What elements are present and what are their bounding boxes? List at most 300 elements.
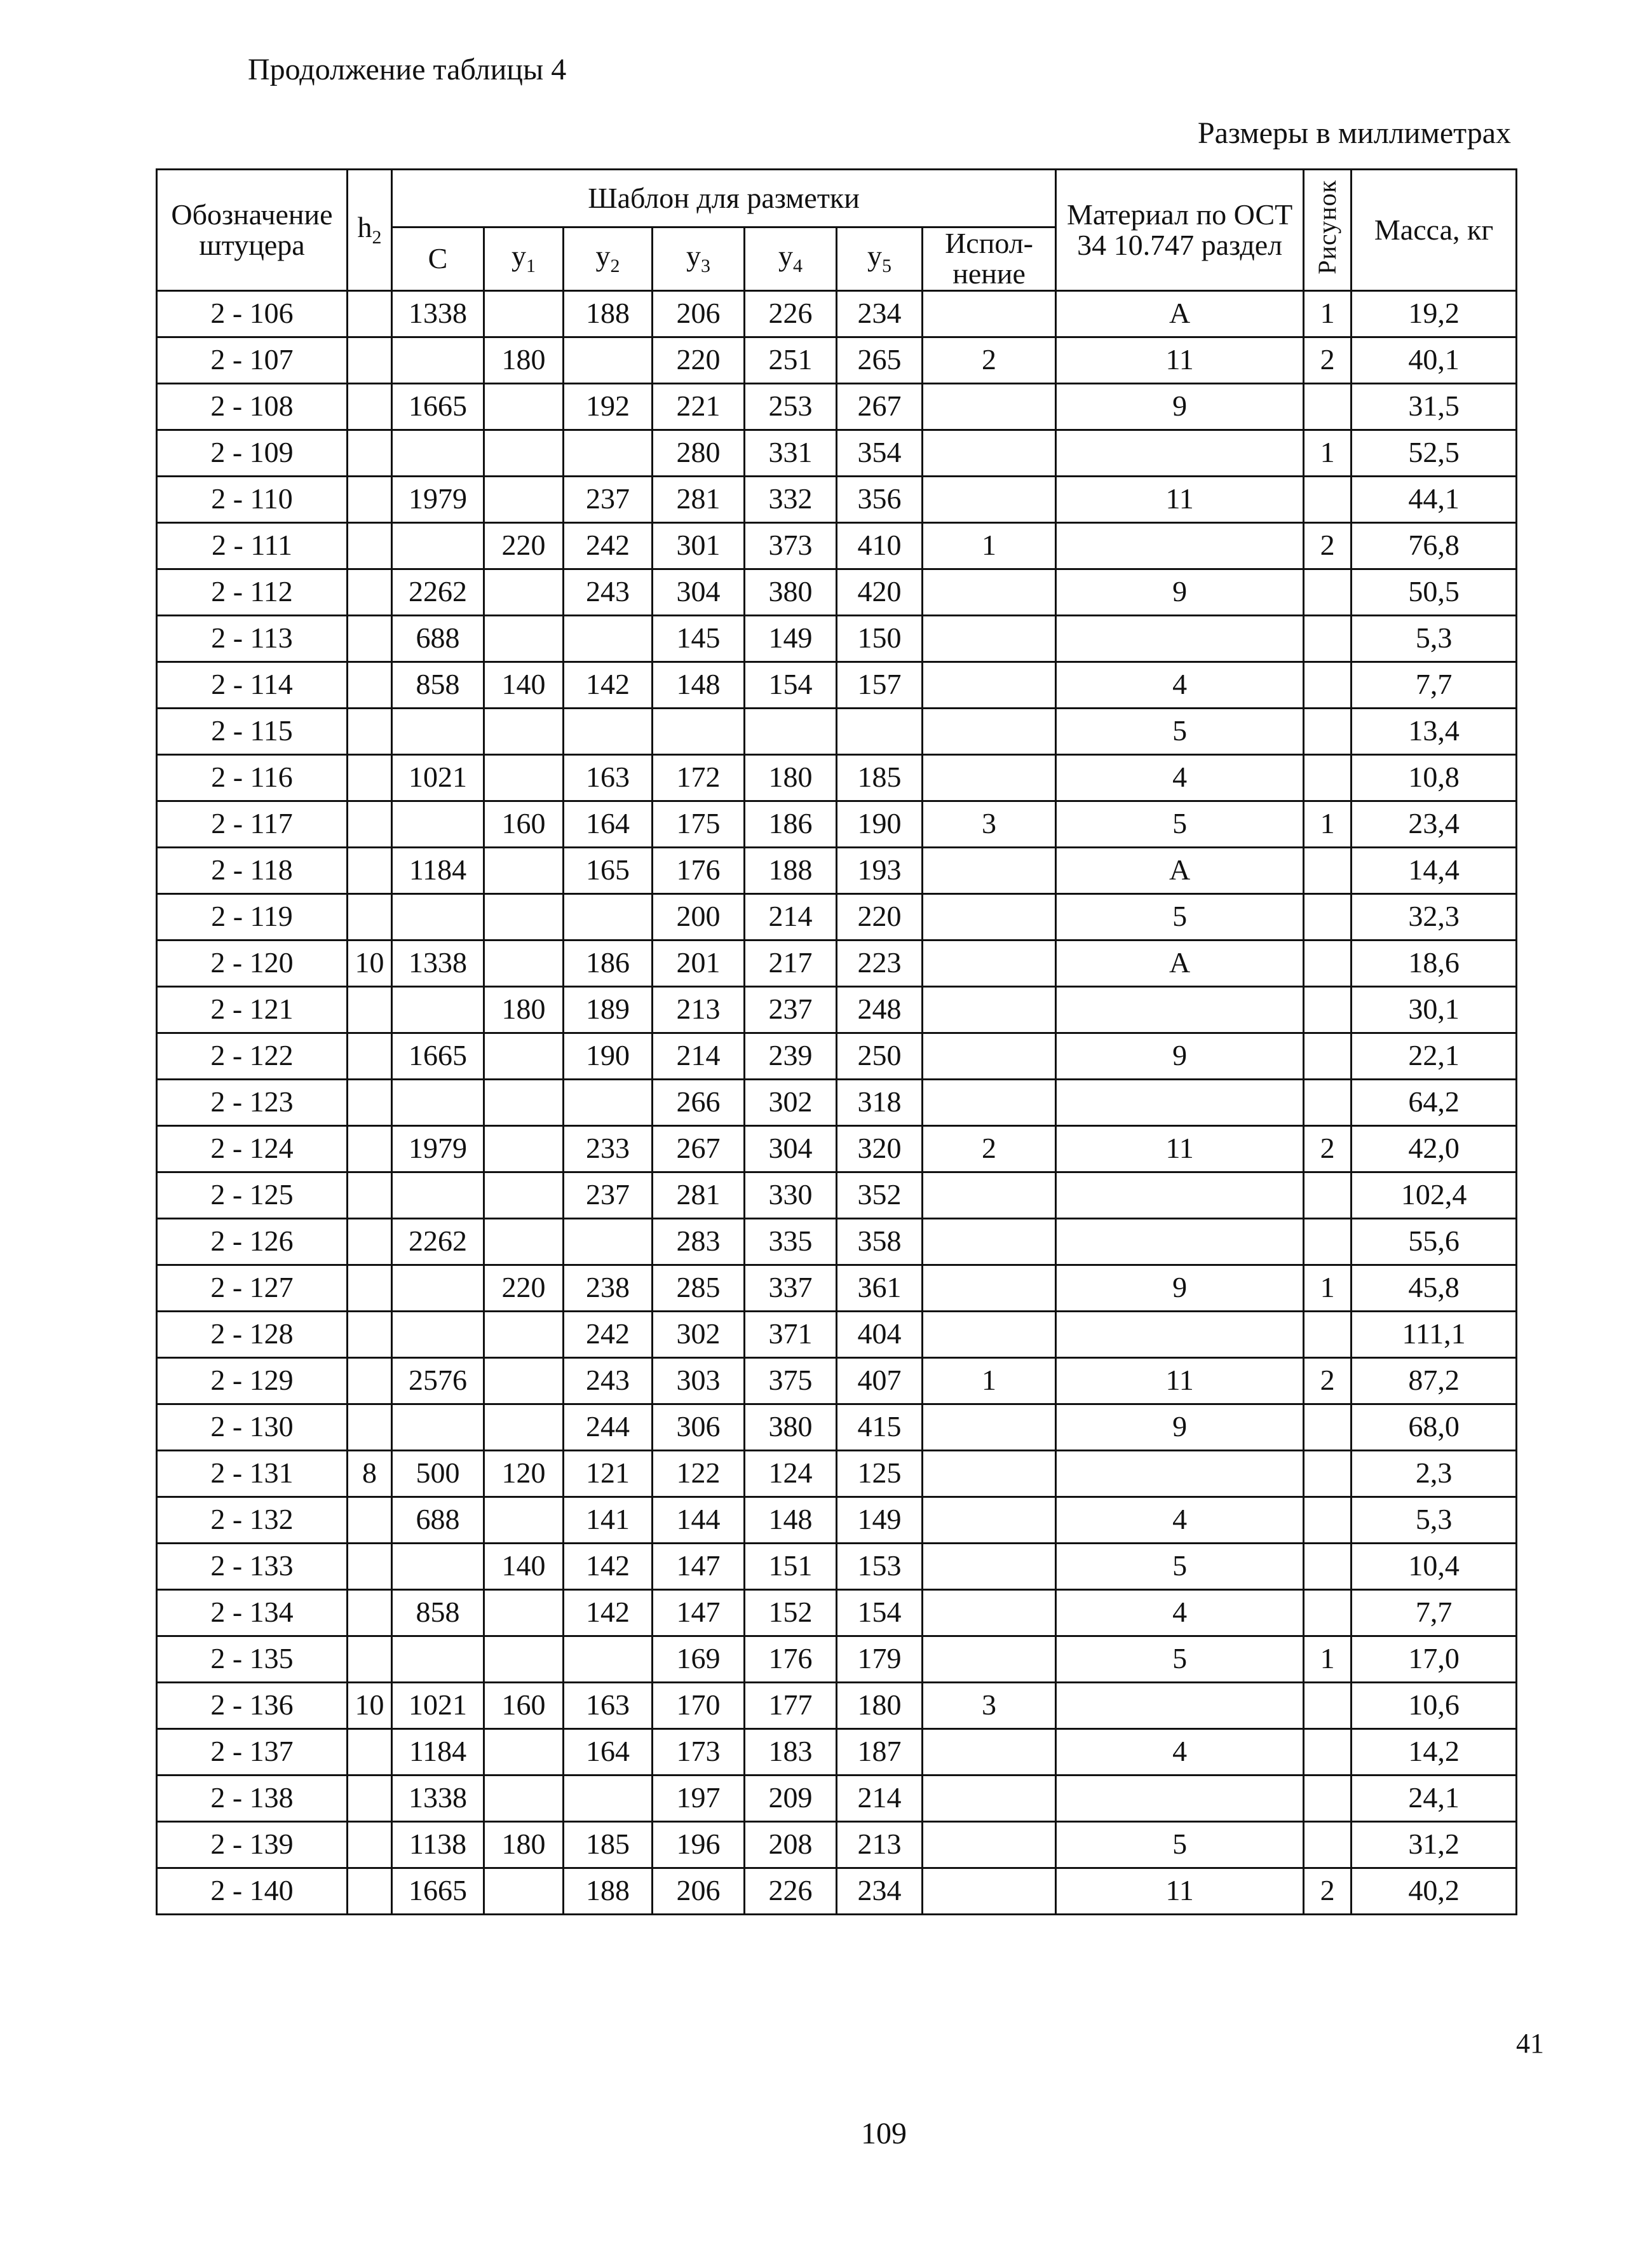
cell-h2 <box>348 1033 392 1079</box>
cell-figure <box>1304 615 1352 662</box>
cell-mass: 30,1 <box>1352 986 1517 1033</box>
cell-execution <box>923 986 1056 1033</box>
cell-y5: 193 <box>837 847 923 893</box>
table-row <box>157 1775 1517 1821</box>
cell-execution <box>923 940 1056 986</box>
header-mass: Масса, кг <box>1352 170 1517 291</box>
cell-y1 <box>484 847 564 893</box>
cell-mass: 31,5 <box>1352 383 1517 430</box>
cell-execution <box>923 1079 1056 1125</box>
cell-material <box>1056 1682 1304 1728</box>
cell-y5: 404 <box>837 1311 923 1357</box>
cell-h2 <box>348 1868 392 1914</box>
cell-y5: 318 <box>837 1079 923 1125</box>
cell-y2: 186 <box>564 940 653 986</box>
cell-material: 5 <box>1056 801 1304 847</box>
cell-h2 <box>348 1079 392 1125</box>
cell-mass: 87,2 <box>1352 1357 1517 1404</box>
cell-designation: 2 - 123 <box>157 1079 348 1125</box>
cell-execution <box>923 476 1056 522</box>
cell-material <box>1056 1218 1304 1265</box>
header-designation: Обозначение штуцера <box>157 170 348 291</box>
cell-y4: 124 <box>745 1450 837 1497</box>
cell-y1 <box>484 1311 564 1357</box>
cell-c: 1979 <box>392 1125 484 1172</box>
cell-designation: 2 - 112 <box>157 569 348 615</box>
cell-y5: 213 <box>837 1821 923 1868</box>
cell-h2 <box>348 1589 392 1636</box>
cell-y1: 160 <box>484 801 564 847</box>
cell-execution <box>923 1311 1056 1357</box>
cell-mass: 52,5 <box>1352 430 1517 476</box>
cell-y1 <box>484 893 564 940</box>
cell-h2 <box>348 1543 392 1589</box>
cell-y4: 375 <box>745 1357 837 1404</box>
cell-y4: 331 <box>745 430 837 476</box>
cell-y5: 265 <box>837 337 923 383</box>
cell-y5: 234 <box>837 1868 923 1914</box>
cell-y3: 306 <box>653 1404 745 1450</box>
cell-execution <box>923 569 1056 615</box>
table-row <box>157 1079 1517 1125</box>
cell-mass: 64,2 <box>1352 1079 1517 1125</box>
cell-y4: 177 <box>745 1682 837 1728</box>
cell-y5: 267 <box>837 383 923 430</box>
cell-y5: 223 <box>837 940 923 986</box>
cell-y5 <box>837 708 923 754</box>
cell-y2: 121 <box>564 1450 653 1497</box>
cell-y3: 301 <box>653 522 745 569</box>
cell-mass: 10,4 <box>1352 1543 1517 1589</box>
cell-execution <box>923 847 1056 893</box>
cell-y1 <box>484 708 564 754</box>
cell-y3: 197 <box>653 1775 745 1821</box>
cell-y2: 244 <box>564 1404 653 1450</box>
cell-material <box>1056 522 1304 569</box>
cell-execution <box>923 754 1056 801</box>
cell-execution: 1 <box>923 1357 1056 1404</box>
table-row <box>157 1868 1517 1914</box>
cell-y5: 180 <box>837 1682 923 1728</box>
cell-execution <box>923 1404 1056 1450</box>
cell-y1: 140 <box>484 1543 564 1589</box>
cell-mass: 5,3 <box>1352 1497 1517 1543</box>
cell-mass: 18,6 <box>1352 940 1517 986</box>
cell-h2 <box>348 476 392 522</box>
cell-execution <box>923 1218 1056 1265</box>
cell-y5: 214 <box>837 1775 923 1821</box>
cell-y1 <box>484 1636 564 1682</box>
cell-c: 858 <box>392 1589 484 1636</box>
table-row <box>157 1125 1517 1172</box>
cell-c: 2262 <box>392 1218 484 1265</box>
cell-mass: 7,7 <box>1352 1589 1517 1636</box>
cell-material: 4 <box>1056 754 1304 801</box>
cell-execution <box>923 1775 1056 1821</box>
cell-y2: 242 <box>564 1311 653 1357</box>
cell-c: 2576 <box>392 1357 484 1404</box>
cell-y5: 150 <box>837 615 923 662</box>
cell-designation: 2 - 108 <box>157 383 348 430</box>
cell-material: 5 <box>1056 1636 1304 1682</box>
cell-y3: 221 <box>653 383 745 430</box>
cell-y1 <box>484 383 564 430</box>
cell-mass: 10,6 <box>1352 1682 1517 1728</box>
cell-y3: 170 <box>653 1682 745 1728</box>
cell-y3: 148 <box>653 662 745 708</box>
cell-y1: 220 <box>484 522 564 569</box>
table-row <box>157 1172 1517 1218</box>
cell-y4: 380 <box>745 1404 837 1450</box>
cell-c: 1184 <box>392 847 484 893</box>
cell-execution <box>923 1589 1056 1636</box>
cell-execution <box>923 290 1056 337</box>
cell-y1: 180 <box>484 337 564 383</box>
cell-c: 1338 <box>392 940 484 986</box>
cell-y3: 280 <box>653 430 745 476</box>
cell-y3: 220 <box>653 337 745 383</box>
cell-y5: 125 <box>837 1450 923 1497</box>
cell-c <box>392 1172 484 1218</box>
cell-c: 1979 <box>392 476 484 522</box>
cell-figure <box>1304 476 1352 522</box>
cell-material <box>1056 1172 1304 1218</box>
cell-designation: 2 - 120 <box>157 940 348 986</box>
cell-y2: 164 <box>564 801 653 847</box>
cell-y4: 217 <box>745 940 837 986</box>
cell-execution <box>923 1728 1056 1775</box>
cell-y4 <box>745 708 837 754</box>
cell-y4: 188 <box>745 847 837 893</box>
cell-execution <box>923 430 1056 476</box>
cell-material: 5 <box>1056 893 1304 940</box>
cell-figure <box>1304 986 1352 1033</box>
cell-y1: 140 <box>484 662 564 708</box>
cell-y4: 151 <box>745 1543 837 1589</box>
cell-c: 688 <box>392 615 484 662</box>
cell-y2: 141 <box>564 1497 653 1543</box>
cell-material: А <box>1056 290 1304 337</box>
cell-figure: 2 <box>1304 337 1352 383</box>
table-row <box>157 337 1517 383</box>
cell-h2 <box>348 1172 392 1218</box>
cell-y3: 267 <box>653 1125 745 1172</box>
cell-designation: 2 - 126 <box>157 1218 348 1265</box>
cell-material: 9 <box>1056 1404 1304 1450</box>
cell-figure <box>1304 569 1352 615</box>
cell-execution <box>923 1868 1056 1914</box>
table-row <box>157 1357 1517 1404</box>
cell-figure: 1 <box>1304 801 1352 847</box>
cell-h2 <box>348 430 392 476</box>
cell-y3 <box>653 708 745 754</box>
cell-y1 <box>484 1497 564 1543</box>
cell-figure <box>1304 1079 1352 1125</box>
cell-y4: 208 <box>745 1821 837 1868</box>
cell-designation: 2 - 130 <box>157 1404 348 1450</box>
cell-y1 <box>484 1589 564 1636</box>
cell-designation: 2 - 131 <box>157 1450 348 1497</box>
cell-material: 4 <box>1056 1728 1304 1775</box>
cell-h2 <box>348 290 392 337</box>
cell-y1 <box>484 940 564 986</box>
cell-designation: 2 - 116 <box>157 754 348 801</box>
cell-designation: 2 - 135 <box>157 1636 348 1682</box>
cell-c: 1665 <box>392 383 484 430</box>
cell-h2 <box>348 1821 392 1868</box>
cell-h2: 10 <box>348 940 392 986</box>
cell-c <box>392 1265 484 1311</box>
cell-y3: 147 <box>653 1589 745 1636</box>
cell-execution: 2 <box>923 337 1056 383</box>
cell-designation: 2 - 115 <box>157 708 348 754</box>
cell-y1 <box>484 430 564 476</box>
cell-y1: 160 <box>484 1682 564 1728</box>
table-row <box>157 615 1517 662</box>
cell-designation: 2 - 125 <box>157 1172 348 1218</box>
cell-h2 <box>348 337 392 383</box>
table-row <box>157 1450 1517 1497</box>
cell-material: А <box>1056 940 1304 986</box>
cell-y3: 145 <box>653 615 745 662</box>
cell-mass: 13,4 <box>1352 708 1517 754</box>
cell-y1 <box>484 1079 564 1125</box>
cell-y3: 283 <box>653 1218 745 1265</box>
cell-h2 <box>348 1125 392 1172</box>
cell-y2: 189 <box>564 986 653 1033</box>
cell-c <box>392 893 484 940</box>
cell-mass: 44,1 <box>1352 476 1517 522</box>
cell-mass: 50,5 <box>1352 569 1517 615</box>
cell-designation: 2 - 113 <box>157 615 348 662</box>
cell-figure <box>1304 1450 1352 1497</box>
table-row <box>157 893 1517 940</box>
table-row <box>157 1311 1517 1357</box>
cell-y1 <box>484 290 564 337</box>
cell-y3: 172 <box>653 754 745 801</box>
cell-y4: 180 <box>745 754 837 801</box>
cell-designation: 2 - 129 <box>157 1357 348 1404</box>
cell-y2: 233 <box>564 1125 653 1172</box>
cell-y1 <box>484 1218 564 1265</box>
table-row <box>157 1218 1517 1265</box>
cell-y5: 157 <box>837 662 923 708</box>
cell-figure <box>1304 1172 1352 1218</box>
cell-y2: 188 <box>564 290 653 337</box>
cell-y3: 175 <box>653 801 745 847</box>
cell-h2 <box>348 383 392 430</box>
table-row <box>157 1543 1517 1589</box>
cell-y1 <box>484 1868 564 1914</box>
cell-mass: 24,1 <box>1352 1775 1517 1821</box>
cell-y3: 206 <box>653 290 745 337</box>
table-row <box>157 986 1517 1033</box>
cell-y4: 373 <box>745 522 837 569</box>
cell-designation: 2 - 137 <box>157 1728 348 1775</box>
cell-y2 <box>564 337 653 383</box>
cell-mass: 42,0 <box>1352 1125 1517 1172</box>
cell-material: 5 <box>1056 708 1304 754</box>
table-row <box>157 1728 1517 1775</box>
cell-y3: 302 <box>653 1311 745 1357</box>
cell-figure: 2 <box>1304 522 1352 569</box>
cell-y3: 206 <box>653 1868 745 1914</box>
cell-y3: 281 <box>653 476 745 522</box>
cell-h2 <box>348 1265 392 1311</box>
table-row <box>157 1589 1517 1636</box>
cell-material: 9 <box>1056 1265 1304 1311</box>
cell-mass: 7,7 <box>1352 662 1517 708</box>
cell-c <box>392 522 484 569</box>
cell-y4: 149 <box>745 615 837 662</box>
cell-h2 <box>348 1404 392 1450</box>
cell-y4: 251 <box>745 337 837 383</box>
cell-figure <box>1304 1589 1352 1636</box>
cell-y4: 380 <box>745 569 837 615</box>
cell-c: 1021 <box>392 754 484 801</box>
cell-designation: 2 - 132 <box>157 1497 348 1543</box>
cell-y3: 169 <box>653 1636 745 1682</box>
cell-designation: 2 - 111 <box>157 522 348 569</box>
cell-y3: 201 <box>653 940 745 986</box>
table-row <box>157 476 1517 522</box>
cell-execution <box>923 662 1056 708</box>
table-row <box>157 1033 1517 1079</box>
cell-execution <box>923 1543 1056 1589</box>
cell-y5: 149 <box>837 1497 923 1543</box>
cell-material <box>1056 986 1304 1033</box>
cell-mass: 2,3 <box>1352 1450 1517 1497</box>
cell-h2 <box>348 1775 392 1821</box>
cell-y1: 120 <box>484 1450 564 1497</box>
cell-y2: 243 <box>564 569 653 615</box>
header-material: Материал по ОСТ 34 10.747 раздел <box>1056 170 1304 291</box>
cell-material: 11 <box>1056 476 1304 522</box>
cell-material: 5 <box>1056 1821 1304 1868</box>
cell-y4: 332 <box>745 476 837 522</box>
cell-y2: 237 <box>564 1172 653 1218</box>
header-execution: Испол-нение <box>923 227 1056 291</box>
cell-y3: 266 <box>653 1079 745 1125</box>
cell-designation: 2 - 110 <box>157 476 348 522</box>
cell-figure <box>1304 708 1352 754</box>
cell-execution: 2 <box>923 1125 1056 1172</box>
cell-c <box>392 1079 484 1125</box>
cell-mass: 17,0 <box>1352 1636 1517 1682</box>
cell-y5: 234 <box>837 290 923 337</box>
table-row <box>157 1682 1517 1728</box>
cell-material: 4 <box>1056 1497 1304 1543</box>
cell-c: 500 <box>392 1450 484 1497</box>
cell-execution <box>923 1033 1056 1079</box>
cell-y4: 152 <box>745 1589 837 1636</box>
cell-figure <box>1304 754 1352 801</box>
cell-y2 <box>564 708 653 754</box>
table-row <box>157 1265 1517 1311</box>
cell-y5: 407 <box>837 1357 923 1404</box>
cell-y2: 163 <box>564 1682 653 1728</box>
header-template: Шаблон для разметки <box>392 170 1056 227</box>
header-y5: $y_5$ <box>837 227 923 291</box>
fittings-table <box>156 168 1517 1915</box>
cell-y4: 148 <box>745 1497 837 1543</box>
cell-figure: 1 <box>1304 1636 1352 1682</box>
cell-y2: 243 <box>564 1357 653 1404</box>
cell-designation: 2 - 107 <box>157 337 348 383</box>
table-row <box>157 662 1517 708</box>
cell-mass: 23,4 <box>1352 801 1517 847</box>
page-number: 109 <box>861 2117 907 2150</box>
table-row <box>157 290 1517 337</box>
cell-y1 <box>484 476 564 522</box>
table-row <box>157 801 1517 847</box>
cell-h2 <box>348 1636 392 1682</box>
cell-h2 <box>348 569 392 615</box>
cell-material: 9 <box>1056 569 1304 615</box>
cell-h2 <box>348 754 392 801</box>
cell-y1 <box>484 1033 564 1079</box>
cell-y4: 371 <box>745 1311 837 1357</box>
table-row <box>157 708 1517 754</box>
cell-h2 <box>348 708 392 754</box>
cell-material: 4 <box>1056 1589 1304 1636</box>
cell-c <box>392 708 484 754</box>
cell-h2 <box>348 662 392 708</box>
cell-mass: 31,2 <box>1352 1821 1517 1868</box>
cell-h2: 8 <box>348 1450 392 1497</box>
cell-h2 <box>348 1357 392 1404</box>
cell-material <box>1056 615 1304 662</box>
table-row <box>157 1821 1517 1868</box>
table-row <box>157 754 1517 801</box>
cell-mass: 14,4 <box>1352 847 1517 893</box>
cell-designation: 2 - 114 <box>157 662 348 708</box>
cell-y5: 361 <box>837 1265 923 1311</box>
table-caption: Продолжение таблицы 4 <box>248 53 567 86</box>
cell-y2: 164 <box>564 1728 653 1775</box>
cell-y4: 237 <box>745 986 837 1033</box>
cell-figure: 2 <box>1304 1357 1352 1404</box>
cell-figure <box>1304 1033 1352 1079</box>
cell-y5: 187 <box>837 1728 923 1775</box>
cell-y4: 214 <box>745 893 837 940</box>
cell-c: 688 <box>392 1497 484 1543</box>
cell-y1 <box>484 1357 564 1404</box>
cell-figure <box>1304 1821 1352 1868</box>
cell-designation: 2 - 121 <box>157 986 348 1033</box>
cell-c <box>392 801 484 847</box>
header-c: C <box>392 227 484 291</box>
cell-y2 <box>564 893 653 940</box>
cell-material: 4 <box>1056 662 1304 708</box>
cell-h2 <box>348 986 392 1033</box>
cell-y4: 239 <box>745 1033 837 1079</box>
cell-designation: 2 - 119 <box>157 893 348 940</box>
cell-y4: 183 <box>745 1728 837 1775</box>
cell-c <box>392 337 484 383</box>
cell-mass: 40,2 <box>1352 1868 1517 1914</box>
cell-c: 1338 <box>392 1775 484 1821</box>
table-row <box>157 1636 1517 1682</box>
table-row <box>157 569 1517 615</box>
cell-y4: 302 <box>745 1079 837 1125</box>
cell-y2 <box>564 430 653 476</box>
cell-h2 <box>348 1311 392 1357</box>
cell-figure <box>1304 383 1352 430</box>
cell-designation: 2 - 117 <box>157 801 348 847</box>
cell-y4: 253 <box>745 383 837 430</box>
cell-material: 9 <box>1056 383 1304 430</box>
